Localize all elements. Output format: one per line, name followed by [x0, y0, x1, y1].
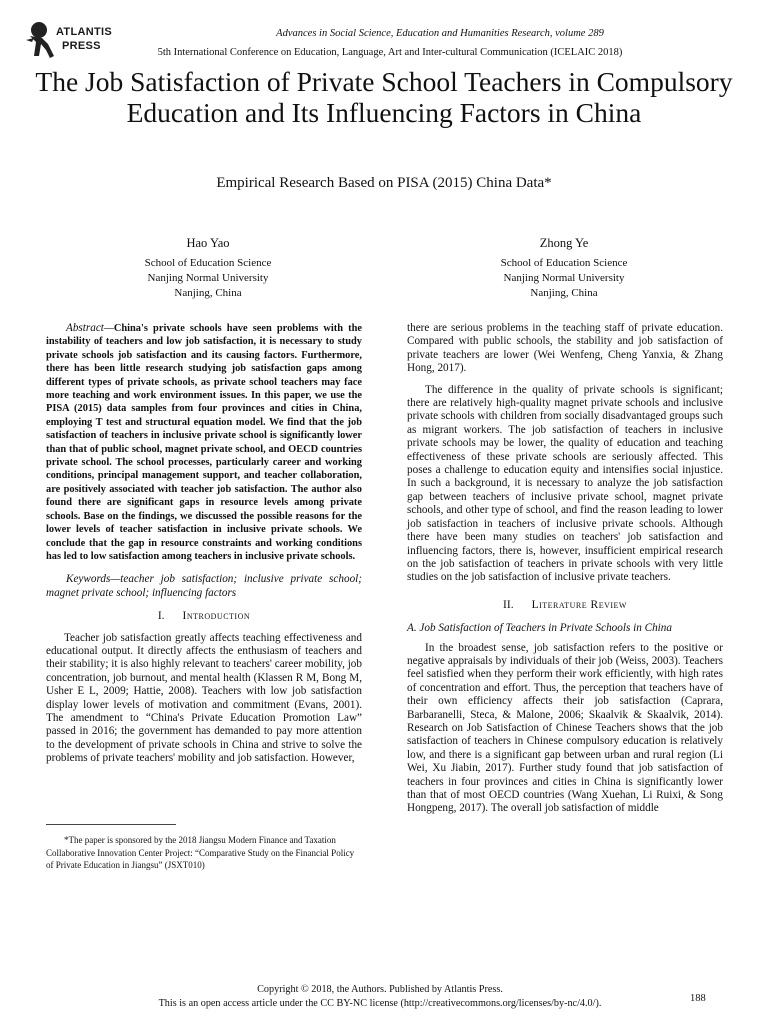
section-heading-introduction: I. Introduction [157, 610, 251, 623]
footnote: *The paper is sponsored by the 2018 Jiangsu Modern Finance and Taxation Collaborative Innovation Center Project: “Comparative Study on the Financial Policy of Private Education in Jiangsu” (JSXT010) [46, 835, 355, 870]
abstract [46, 322, 362, 563]
author-name: Hao Yao [186, 236, 230, 250]
subsection-heading: A. Job Satisfaction of Teachers in Private Schools in China [407, 622, 672, 635]
body-paragraph: The difference in the quality of private schools is significant; there are relatively high-quality magnet private schools and inclusive private schools with children from socially disadvantaged groups such as migrant workers. The job satisfaction of teachers in inclusive private schools may be lower, the quality of education and teaching effectiveness of these private schools are seriously affected. This poses a challenge to education equity and intensifies social injustice. In such a background, it is necessary to analyze the job satisfaction gap between teachers of inclusive private school, magnet private schools, and other type of school, and find the reason leading to lower job satisfaction in teachers of inclusive private schools. Although there have been many studies on teachers' job satisfaction and influencing factors, there is, however, insufficient empirical research on the job satisfaction of teachers in private schools with very little studies on the job satisfaction of inclusive private teachers. [407, 383, 723, 584]
body-paragraph: there are serious problems in the teaching staff of private education. Compared with public schools, the stability and job satisfaction of private teachers are lower (Wei Wenfeng, Cheng Yanxia, & Zhang Hong, 2017). [407, 322, 723, 375]
keywords: Keywords—teacher job satisfaction; inclusive private school; magnet private school; influencing factors [46, 573, 362, 599]
author-university: Nanjing Normal University [503, 272, 625, 284]
atlas-figure-icon [22, 20, 56, 60]
author-dept: School of Education Science [500, 257, 628, 269]
license-footer [60, 983, 700, 1010]
section-heading-literature-review: II. Literature Review [503, 598, 627, 611]
author-block-1 [88, 236, 328, 301]
abstract-text: China's private schools have seen problems with the instability of teachers and low job satisfaction, it is necessary to study private schools job satisfaction and its causing factors. Furthermore, there has been little research studying job satisfaction gaps among different types of private schools, as private school teachers may face more teaching and work environment issues. In this paper, we use the PISA (2015) data samples from four provinces and cities in China, employing T test and structural equation model. We find that the job satisfaction of teachers in inclusive private school is significantly lower than that of public school, magnet private school, and OECD countries private school. The school processes, particularly career and working conditions, principal management support, and teacher collaboration, are positively associated with teacher job satisfaction. The author also found there are significant gaps in resource levels among private schools. Base on the findings, we discussed the possible reasons for the lower levels of teacher satisfaction in inclusive private schools. We conclude that the gap in resource constraints and working conditions has led to low satisfaction among teachers in inclusive private schools. [46, 323, 362, 562]
author-dept: School of Education Science [144, 257, 272, 269]
author-city: Nanjing, China [174, 287, 242, 299]
conference-name: 5th International Conference on Education, Language, Art and Inter-cultural Communication (ICELAIC 2018) [157, 47, 623, 58]
author-university: Nanjing Normal University [147, 272, 269, 284]
license-line: This is an open access article under the CC BY-NC license (http://creativecommons.org/licenses/by-nc/4.0/). [158, 997, 602, 1009]
body-paragraph: In the broadest sense, job satisfaction refers to the positive or negative appraisals by individuals of their job (Weiss, 2003). Teachers feel satisfied when they perform their work efficiently, with high rates of concentration and effort. Thus, the perception that teachers have of their own efficiency affects their job satisfaction (Caprara, Barbaranelli, Steca, & Malone, 2006; Skaalvik & Skaalvik, 2014). Research on Job Satisfaction of Chinese Teachers shows that the job satisfaction of teachers in Chinese compulsory education is relatively low, and there is a significant gap between urban and rural region (Li Wei, Xu Jiabin, 2017). Further study found that job satisfaction of teachers in four provinces and cities in China is significantly lower than that of most OECD countries (Wang Xuehan, Li Ruixi, & Song Hongpeng, 2017). The overall job satisfaction of middle [407, 641, 723, 815]
author-name: Zhong Ye [539, 236, 589, 250]
author-block-2 [444, 236, 684, 301]
journal-name: Advances in Social Science, Education and Humanities Research, volume 289 [276, 28, 604, 39]
paper-title: The Job Satisfaction of Private School Teachers in Compulsory Education and Its Influencing Factors in China [35, 66, 733, 128]
author-city: Nanjing, China [530, 287, 598, 299]
intro-paragraph: Teacher job satisfaction greatly affects teaching effectiveness and educational output. It directly affects the enthusiasm of teachers and their stability; it is also highly relevant to teachers' career mobility, job concentration, job burnout, and mental health (Klassen R M, Bong M, Usher E L, 2009; Hattie, 2008). Teachers with low job satisfaction display lower levels of motivation and commitment (Evans, 2001). The amendment to “China's Private Education Promotion Law” passed in 2016; the government has demanded to pay more attention to the development of private schools in China and strive to solve the problems of private teachers' mobility and job satisfaction. However, [46, 631, 362, 765]
paper-subtitle: Empirical Research Based on PISA (2015) China Data* [216, 175, 552, 191]
logo-text-press: PRESS [62, 40, 101, 52]
copyright-line: Copyright © 2018, the Authors. Published by Atlantis Press. [257, 984, 503, 995]
left-column [46, 322, 362, 766]
right-column [407, 322, 723, 816]
logo-text-atlantis: ATLANTIS [56, 26, 112, 38]
abstract-label: Abstract— [66, 322, 114, 334]
footnote-divider [46, 824, 176, 825]
page-number: 188 [690, 993, 706, 1004]
